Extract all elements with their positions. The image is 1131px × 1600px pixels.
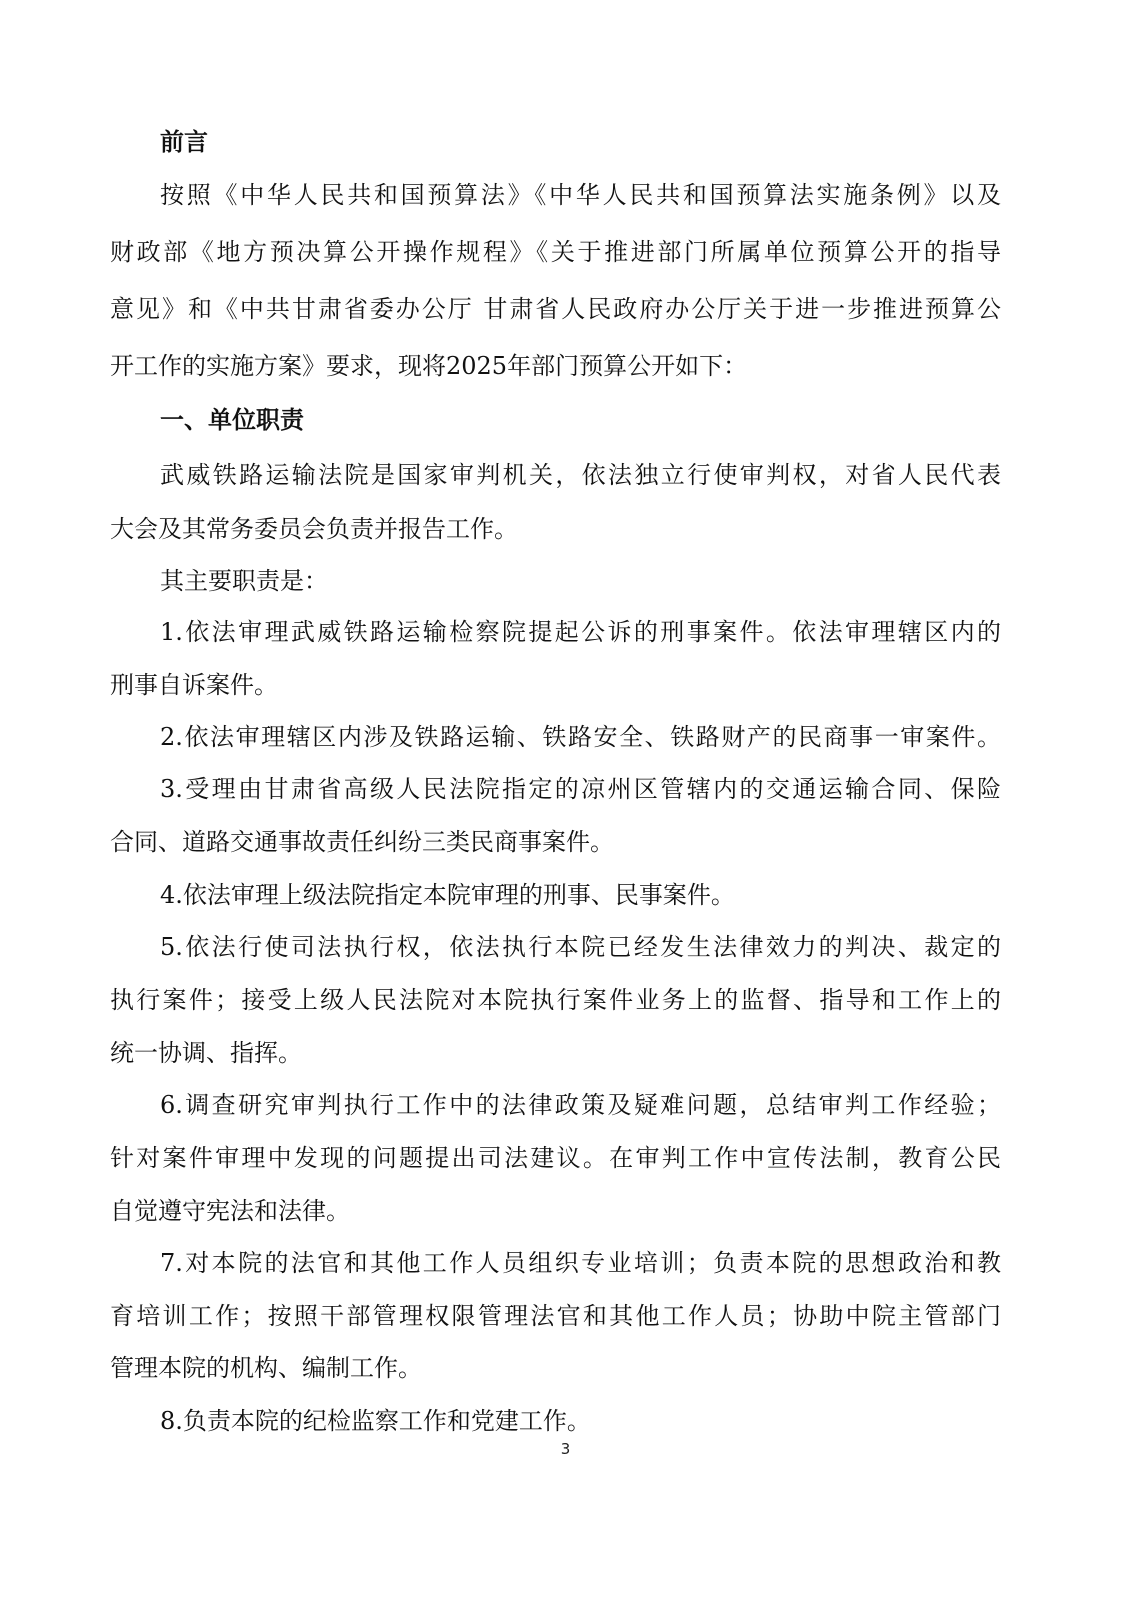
duty-line: 合同、道路交通事故责任纠纷三类民商事案件。 [110,828,614,856]
duty-line: 执行案件；接受上级人民法院对本院执行案件业务上的监督、指导和工作上的 [110,986,1001,1014]
duty-line: 2.依法审理辖区内涉及铁路运输、铁路安全、铁路财产的民商事一审案件。 [160,723,1001,751]
duty-line: 6.调查研究审判执行工作中的法律政策及疑难问题，总结审判工作经验； [160,1091,1001,1119]
duty-line: 7.对本院的法官和其他工作人员组织专业培训；负责本院的思想政治和教 [160,1249,1001,1277]
duty-line: 8.负责本院的纪检监察工作和党建工作。 [160,1407,591,1435]
preface-line: 按照《中华人民共和国预算法》《中华人民共和国预算法实施条例》以及 [160,181,1001,209]
duty-line: 3.受理由甘肃省高级人民法院指定的凉州区管辖内的交通运输合同、保险 [160,775,1001,803]
duty-line: 4.依法审理上级法院指定本院审理的刑事、民事案件。 [160,881,735,909]
duty-line: 育培训工作；按照干部管理权限管理法官和其他工作人员；协助中院主管部门 [110,1302,1001,1330]
preface-line: 财政部《地方预决算公开操作规程》《关于推进部门所属单位预算公开的指导 [110,238,1001,266]
duty-line: 管理本院的机构、编制工作。 [110,1354,422,1382]
page-number: 3 [560,1440,571,1458]
duty-line: 5.依法行使司法执行权，依法执行本院已经发生法律效力的判决、裁定的 [160,933,1001,961]
duty-line: 自觉遵守宪法和法律。 [110,1197,350,1225]
preface-heading: 前言 [160,127,208,156]
duties-intro: 其主要职责是： [160,567,328,595]
duty-line: 刑事自诉案件。 [110,671,278,699]
preface-line: 意见》和《中共甘肃省委办公厅 甘肃省人民政府办公厅关于进一步推进预算公 [110,295,1001,323]
preface-line: 开工作的实施方案》要求，现将2025年部门预算公开如下： [110,352,748,380]
duty-line: 1.依法审理武威铁路运输检察院提起公诉的刑事案件。依法审理辖区内的 [160,618,1001,646]
duty-line: 针对案件审理中发现的问题提出司法建议。在审判工作中宣传法制，教育公民 [110,1144,1001,1172]
intro-line: 武威铁路运输法院是国家审判机关，依法独立行使审判权，对省人民代表 [160,461,1001,489]
intro-line: 大会及其常务委员会负责并报告工作。 [110,515,518,543]
section-heading: 一、单位职责 [160,405,304,434]
duty-line: 统一协调、指挥。 [110,1039,302,1067]
